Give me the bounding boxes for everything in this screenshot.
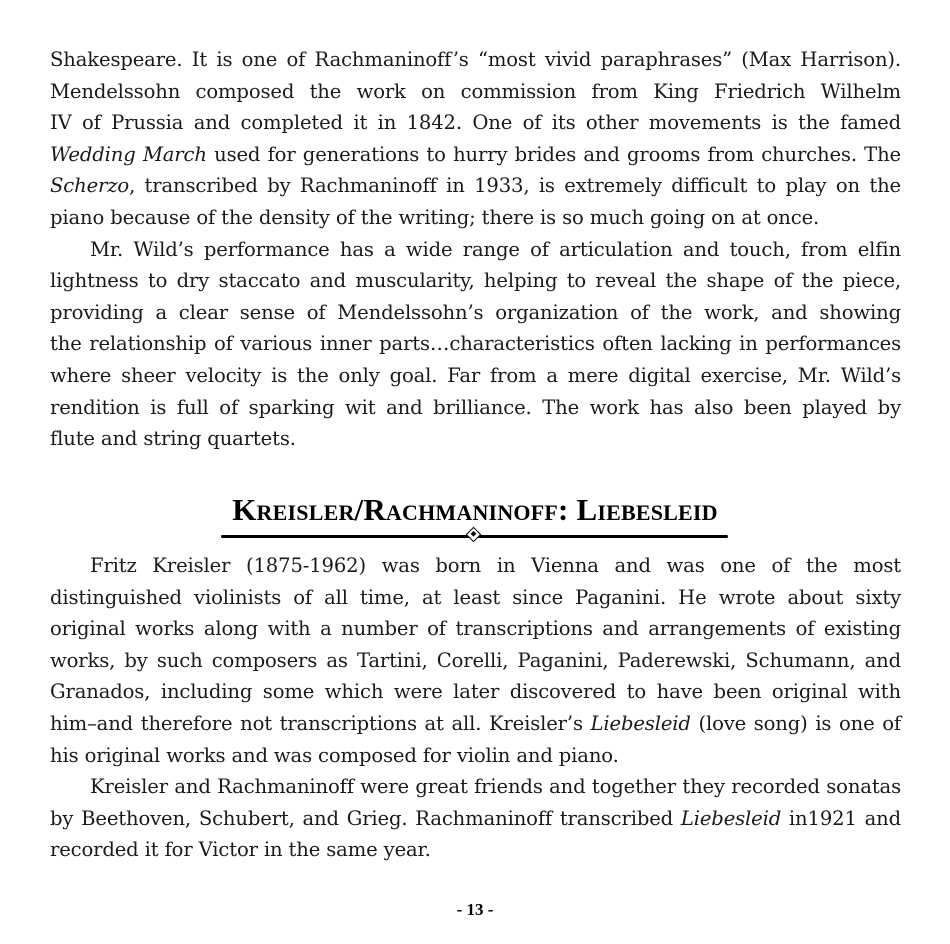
italic-title: Scherzo [50,174,130,198]
section-heading-container [0,490,950,530]
paragraph [50,771,901,866]
italic-title: Wedding March [50,142,207,166]
text-line [50,550,901,582]
text-run: Shakespeare. It is one of Rachmaninoff’s “most vivid paraphrases” (Max Harrison). [50,48,901,71]
text-run: original works along with a number of transcriptions and arrangements of existing [50,617,901,641]
text-line [50,265,901,297]
paragraph [50,550,901,771]
text-line [50,771,901,803]
text-run: IV of Prussia and completed it in 1842. One of its other movements is the famed [50,111,901,135]
text-line [50,423,901,455]
text-line [50,360,901,392]
text-line [50,170,901,202]
text-line [50,107,901,139]
italic-title: Liebesleid [590,711,691,735]
text-run: him–and therefore not transcriptions at all. Kreisler’s [50,711,591,735]
section-heading: Kreisler/Rachmaninoff: Liebesleid [232,492,718,527]
text-run: rendition is full of sparking wit and brilliance. The work has also been played by [50,395,901,419]
paragraph [50,44,901,234]
text-line [50,392,901,424]
heading-divider [221,533,728,539]
text-run: Granados, including some which were later discovered to have been original with [50,680,901,704]
text-run: providing a clear sense of Mendelssohn’s organization of the work, and showing [50,300,901,324]
paragraph [50,234,901,455]
text-line [50,202,901,234]
text-run: Kreisler and Rachmaninoff were great friends and together they recorded sonatas [90,775,901,799]
text-line [50,708,901,740]
text-line [50,645,901,677]
text-line [50,234,901,266]
text-run: , transcribed by Rachmaninoff in 1933, is extremely difficult to play on the [129,174,901,198]
text-line [50,740,901,772]
italic-title: Liebesleid [680,806,782,830]
text-run: works, by such composers as Tartini, Corelli, Paganini, Paderewski, Schumann, and [50,648,901,672]
text-line [50,328,901,360]
text-line [50,613,901,645]
text-run: by Beethoven, Schubert, and Grieg. Rachmaninoff transcribed [50,806,681,830]
text-run: Mendelssohn composed the work on commission from King Friedrich Wilhelm [50,79,901,103]
text-line [50,139,901,171]
text-run: Fritz Kreisler (1875-1962) was born in Vienna and was one of the most [90,554,901,577]
page-number: - 13 - [456,900,494,919]
text-run: used for generations to hurry brides and grooms from churches. The [206,142,901,166]
section-mendelssohn-scherzo [50,44,901,455]
text-line [50,44,901,76]
text-run: recorded it for Victor in the same year. [50,838,431,862]
text-line [50,582,901,614]
text-line [50,834,901,866]
text-line [50,803,901,835]
text-line [50,76,901,108]
text-run: flute and string quartets. [50,427,296,451]
text-run: (love song) is one of [690,711,901,735]
text-line [50,676,901,708]
text-line [50,297,901,329]
text-run: lightness to dry staccato and muscularity, helping to reveal the shape of the piece, [50,269,901,293]
text-run: distinguished violinists of all time, at least since Paganini. He wrote about sixty [50,585,901,609]
text-run: in1921 and [781,806,901,830]
text-run: Mr. Wild’s performance has a wide range of articulation and touch, from elfin [90,237,901,261]
text-run: the relationship of various inner parts…characteristics often lacking in performances [50,332,901,356]
text-run: his original works and was composed for violin and piano. [50,743,619,767]
text-run: piano because of the density of the writing; there is so much going on at once. [50,205,820,229]
section-kreisler-liebesleid [50,550,901,866]
text-run: where sheer velocity is the only goal. Far from a mere digital exercise, Mr. Wild’s [50,363,901,387]
